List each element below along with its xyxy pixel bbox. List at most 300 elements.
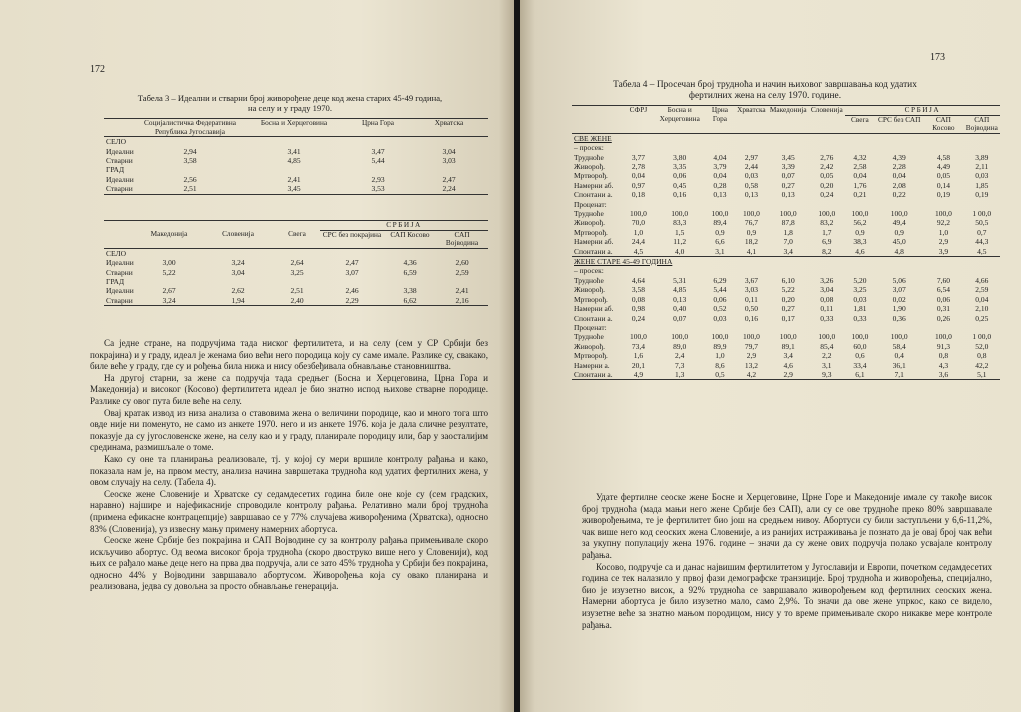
- table-cell: 3,79: [713, 162, 727, 171]
- row-label: Мртворођ.: [574, 351, 608, 361]
- col-header: СРС без покрајина: [322, 229, 382, 239]
- table-cell: 100,0: [779, 332, 797, 342]
- table-row: [572, 276, 1000, 285]
- table-cell: 2,41: [455, 286, 469, 296]
- table-cell: 83,3: [673, 218, 687, 228]
- table-cell: 2,93: [371, 174, 385, 184]
- table-cell: 2,59: [455, 267, 469, 277]
- table-cell: 1,5: [675, 227, 685, 237]
- table-cell: 5,06: [892, 275, 906, 285]
- table-cell: 0,04: [892, 171, 906, 181]
- table-cell: 0,04: [631, 171, 645, 181]
- paragraph: Овај кратак извод из низа анализа о ставовима жена о величини породице, као и много тога што овде није ни поменуто, не само из анкете 1970. него и из анкете 1976. која је дала сличне резултате, показује да су југословенске жене, на селу као и у граду, планирале породицу или, бар у заосталијим срединама, размишљале о томе.: [90, 407, 488, 453]
- table-cell: 2,51: [183, 184, 197, 194]
- left-body-text: [90, 338, 488, 593]
- table3-caption-line: Табела 3 – Идеални и стварни број живорођене деце код жена старих 45-49 година,: [137, 93, 443, 103]
- table-cell: 1,0: [715, 351, 725, 361]
- table-cell: 1 00,0: [972, 209, 992, 219]
- table-cell: 13,2: [744, 360, 758, 370]
- row-label: Идеални: [106, 174, 134, 184]
- table-cell: 2,51: [290, 286, 304, 296]
- table-cell: 5,22: [781, 285, 795, 295]
- table-row: [572, 171, 1000, 180]
- table-cell: 3,04: [820, 285, 834, 295]
- table-cell: 3,67: [744, 275, 758, 285]
- table-cell: [436, 277, 488, 286]
- table-cell: 9,3: [822, 369, 832, 379]
- table-cell: [136, 277, 202, 286]
- table-cell: 0,97: [631, 180, 645, 190]
- table3-caption: [90, 93, 490, 113]
- table-row: [572, 370, 1000, 380]
- table-cell: 0,5: [715, 369, 725, 379]
- table-cell: 2,11: [975, 162, 989, 171]
- table-row: [572, 190, 1000, 199]
- table-body: [104, 248, 488, 305]
- row-label: Живорођ.: [574, 162, 605, 171]
- row-label: Мртворођ.: [574, 227, 608, 237]
- table-cell: 3,24: [231, 258, 245, 268]
- table-cell: 0,06: [673, 171, 687, 181]
- section-title-text: ЖЕНЕ СТАРЕ 45-49 ГОДИНА: [574, 257, 673, 267]
- table-row: [104, 165, 488, 174]
- table-cell: 2,76: [820, 152, 834, 162]
- table-row: [104, 296, 488, 306]
- table-cell: 0,9: [715, 227, 725, 237]
- table-cell: 49,4: [892, 218, 906, 228]
- table-cell: 3,04: [442, 146, 456, 156]
- table-cell: [274, 277, 320, 286]
- table-cell: 0,04: [975, 294, 989, 304]
- table-cell: 0,07: [673, 313, 687, 323]
- table-cell: 2,41: [287, 174, 301, 184]
- right-body-text: [582, 492, 992, 631]
- table-cell: 0,6: [855, 351, 865, 361]
- table-cell: 2,64: [290, 258, 304, 268]
- table-cell: 100,0: [629, 332, 647, 342]
- table-cell: 0,52: [713, 304, 727, 314]
- table-cell: 0,7: [977, 227, 987, 237]
- table-cell: 8,2: [822, 246, 832, 256]
- table-cell: 100,0: [711, 209, 729, 219]
- row-label: Намерни аб.: [574, 237, 614, 247]
- table-cell: 6,10: [781, 275, 795, 285]
- table-cell: 3,24: [162, 295, 176, 305]
- col-header: САП Косово: [932, 114, 955, 133]
- table4-caption-line: Табела 4 – Просечан број трудноћа и начин њиховог завршавања код удатих: [613, 80, 917, 90]
- srbija-group-header: СРБИЈА: [845, 106, 1000, 116]
- table-row: [572, 295, 1000, 304]
- row-label: Живорођ.: [574, 285, 605, 295]
- table-cell: 2,10: [975, 304, 989, 314]
- table-cell: 58,4: [892, 341, 906, 351]
- table-cell: 89,9: [713, 341, 727, 351]
- row-label: Стварни: [106, 156, 133, 165]
- table-cell: 2,29: [345, 295, 359, 305]
- group-row: [572, 200, 1000, 209]
- table-cell: 4,64: [631, 275, 645, 285]
- table-cell: 7,60: [936, 275, 950, 285]
- table-cell: 1,85: [975, 180, 989, 190]
- table-cell: 0,16: [673, 190, 687, 200]
- table-cell: 2,60: [455, 258, 469, 268]
- table-cell: 4,6: [783, 360, 793, 370]
- row-label: Трудноће: [574, 152, 604, 162]
- table-cell: 0,03: [713, 313, 727, 323]
- row-label: Мртворођ.: [574, 294, 608, 304]
- table-cell: 20,1: [631, 360, 645, 370]
- row-label: Спонтани а.: [574, 313, 613, 323]
- row-label: СЕЛО: [106, 137, 126, 147]
- table-cell: 56,2: [853, 218, 867, 228]
- table-cell: 0,20: [820, 180, 834, 190]
- table-cell: 0,33: [853, 313, 867, 323]
- group-row: [572, 266, 1000, 275]
- table-row: [104, 248, 488, 258]
- table-cell: 2,94: [183, 146, 197, 156]
- table-cell: 2,47: [345, 258, 359, 268]
- col-header: Социјалистичка Федеративна Република Југославија: [144, 118, 236, 136]
- table-cell: 3,1: [715, 246, 725, 256]
- table-cell: 3,4: [783, 351, 793, 361]
- table-cell: 2,47: [442, 174, 456, 184]
- table-cell: 0,04: [853, 171, 867, 181]
- paragraph: Удате фертилне сеоске жене Босне и Херцеговине, Црне Горе и Македоније имале су такође висок број трудноћа (мада мањи него жене Србије без САП), али су се ове трудноће преко 80% завршавале живорођењима, те је фертилитет био још на средњем нивоу. Абортуси су били заступљени у 6,6-11,2%, чак више него код сеоских жена Словеније, а из ранијих истраживања је познато да је овај број чак већи за укупну популацију жена 1976. године – значи да су жене ових подручја полако усвајале контролу рађања.: [582, 492, 992, 560]
- table-cell: 85,4: [820, 341, 834, 351]
- table-cell: 4,8: [894, 246, 904, 256]
- table-cell: [138, 137, 242, 147]
- table-cell: 3,1: [822, 360, 832, 370]
- table-row: [572, 361, 1000, 370]
- table-cell: 91,3: [936, 341, 950, 351]
- col-header: Босна и Херцеговина: [260, 118, 328, 127]
- table-row: [572, 285, 1000, 294]
- row-label: Намерни а.: [574, 360, 610, 370]
- table-cell: 4,39: [892, 152, 906, 162]
- table-cell: 8,6: [715, 360, 725, 370]
- table-cell: 0,14: [936, 180, 950, 190]
- table-cell: 0,02: [892, 294, 906, 304]
- table-cell: 2,9: [746, 351, 757, 361]
- table-cell: [346, 165, 410, 174]
- table-cell: 2,16: [455, 295, 469, 305]
- table-cell: 3,45: [287, 184, 301, 194]
- table-cell: 2,46: [345, 286, 359, 296]
- table-cell: 52,0: [975, 341, 989, 351]
- table3-part1: [104, 118, 488, 195]
- table-cell: 6,1: [855, 369, 865, 379]
- table-cell: 0,8: [977, 351, 987, 361]
- row-label: Стварни: [106, 295, 133, 305]
- table-cell: 3,35: [673, 162, 687, 171]
- col-header: Словенија: [810, 105, 843, 114]
- col-header: Словенија: [222, 229, 254, 239]
- page-number-right: 173: [930, 52, 945, 63]
- table-cell: 70,0: [631, 218, 645, 228]
- table-cell: 100,0: [742, 209, 760, 219]
- table-cell: 5,22: [162, 267, 176, 277]
- col-header: Македонија: [769, 105, 807, 114]
- table-cell: 92,2: [936, 218, 950, 228]
- table-row: [572, 342, 1000, 351]
- table-cell: 100,0: [818, 332, 836, 342]
- table-cell: 3,39: [781, 162, 795, 171]
- table-cell: 4,32: [853, 152, 867, 162]
- row-label: Трудноће: [574, 275, 604, 285]
- table-cell: 5,20: [853, 275, 867, 285]
- table-row: [572, 304, 1000, 313]
- col-header: Хрватска: [737, 105, 766, 114]
- table-row: [104, 156, 488, 165]
- table-row: [572, 228, 1000, 237]
- table-cell: 11,2: [673, 237, 687, 247]
- table-cell: 2,42: [820, 162, 834, 171]
- table-cell: 3,89: [975, 152, 989, 162]
- table-cell: 0,33: [820, 313, 834, 323]
- table-cell: 0,25: [975, 313, 989, 323]
- table-row: [104, 277, 488, 286]
- table-cell: 0,08: [631, 294, 645, 304]
- table-cell: 0,13: [781, 190, 795, 200]
- col-header: Црна Гора: [711, 105, 728, 123]
- table-cell: 0,31: [936, 304, 950, 314]
- right-page: [520, 0, 1021, 712]
- table-cell: 6,54: [936, 285, 950, 295]
- table-row: [572, 332, 1000, 341]
- table-cell: 4,04: [713, 152, 727, 162]
- col-header: Свега: [851, 114, 869, 124]
- table-cell: [410, 165, 488, 174]
- table-cell: 0,13: [713, 190, 727, 200]
- table-cell: 0,13: [744, 190, 758, 200]
- table-cell: 60,0: [853, 341, 867, 351]
- table-cell: 0,4: [894, 351, 904, 361]
- table-cell: 0,20: [781, 294, 795, 304]
- table-cell: 1,90: [892, 304, 906, 314]
- row-label: Намерни аб.: [574, 304, 614, 314]
- table-cell: 6,29: [713, 275, 727, 285]
- table-cell: 0,03: [744, 171, 758, 181]
- table-cell: 100,0: [779, 209, 797, 219]
- table-cell: 1,76: [853, 180, 867, 190]
- page-number-left: 172: [90, 64, 105, 75]
- table-row: [104, 184, 488, 194]
- table-cell: 1,6: [633, 351, 644, 361]
- row-label: ГРАД: [106, 277, 125, 286]
- table-cell: 0,24: [820, 190, 834, 200]
- table-cell: 1,94: [231, 295, 245, 305]
- table-cell: 100,0: [935, 209, 952, 219]
- table-cell: 2,24: [442, 184, 456, 194]
- table-cell: 2,9: [938, 237, 949, 247]
- table-cell: 0,40: [673, 304, 687, 314]
- table-cell: 33,4: [853, 360, 867, 370]
- table-cell: 4,85: [673, 285, 687, 295]
- table-cell: [384, 248, 436, 258]
- table-cell: 6,9: [822, 237, 832, 247]
- col-header: Свега: [288, 229, 306, 239]
- table-cell: 0,19: [975, 190, 989, 200]
- table-cell: 5,1: [977, 369, 987, 379]
- table-cell: 0,04: [713, 171, 727, 181]
- paragraph: На другој старни, за жене са подручја тада средњег (Босна и Херцеговина, Црна Гора и Македонија) и високог (Косово) фертилитета идеал је био знатно испод њихове стварне породице. Разлике су овог пута биле веће на селу.: [90, 372, 488, 406]
- row-label: Стварни: [106, 267, 133, 277]
- table-cell: 89,1: [781, 341, 795, 351]
- table-cell: 2,67: [162, 286, 176, 296]
- table-cell: 4,5: [633, 246, 644, 256]
- table-cell: 3,80: [673, 152, 687, 162]
- row-label: Спонтани а.: [574, 246, 613, 256]
- table-cell: 3,03: [442, 156, 456, 165]
- table-row: [572, 314, 1000, 323]
- table-cell: 3,77: [631, 152, 645, 162]
- table-row: [104, 147, 488, 156]
- table-row: [104, 258, 488, 267]
- table-cell: 100,0: [851, 332, 869, 342]
- table-cell: 79,7: [744, 341, 758, 351]
- paragraph: Косово, подручје са и данас највишим фертилитетом у Југославији и Европи, почетком седамдесетих година се тек налазило у првој фази демографске транзиције. Број трудноћа и живорођења, специјално, био је изузетно висок, а 92% трудноћа се завршавало живорођењем код фертилних сеоских жена. Намерни абортуса је било изузетно мало, само 2,9%. То значи да ове жене упркос, како се видело, изузетне веће за знатно мањом породицом, нису у то време примењивале скоро никакве мере контроле рађања.: [582, 561, 992, 630]
- table-cell: 3,53: [371, 184, 385, 194]
- table-cell: 5,31: [673, 275, 687, 285]
- table-cell: 0,03: [975, 171, 989, 181]
- row-label: Спонтани а.: [574, 190, 613, 200]
- table-cell: 1,8: [783, 227, 793, 237]
- row-label: ГРАД: [106, 165, 125, 175]
- row-label: Трудноће: [574, 332, 604, 342]
- table-cell: 0,58: [744, 180, 758, 190]
- table-cell: 83,2: [820, 218, 834, 228]
- row-label: Намерни аб.: [574, 180, 614, 190]
- table-cell: 36,1: [892, 360, 906, 370]
- table-cell: 2,62: [231, 286, 245, 296]
- col-header: Босна и Херцеговина: [659, 105, 700, 123]
- table-cell: 2,78: [631, 162, 645, 171]
- paragraph: Сеоске жене Словеније и Хрватске су седамдесетих година биле оне које су (сем градских, наравно) најшире и најефикасније спроводиле контролу рађања. Релативно мали број трудноћа (примена ефикасне контрацепције) завршавао се у 77% случајева живорођенима (Хрватска), односно 83% (Словенија), уз извесну мању примену намерних абортуса.: [90, 488, 488, 534]
- table-cell: 0,11: [744, 294, 758, 304]
- table-cell: 3,00: [162, 258, 176, 268]
- table-cell: 0,17: [781, 313, 795, 323]
- table-cell: 2,40: [290, 295, 304, 305]
- table-cell: 7,1: [894, 369, 904, 379]
- table-cell: 100,0: [890, 332, 908, 342]
- table-cell: 2,56: [183, 174, 197, 184]
- table4-caption: [580, 80, 950, 102]
- table-cell: 2,9: [783, 369, 793, 379]
- table-body: [572, 133, 1000, 380]
- table-cell: [346, 137, 410, 147]
- table-cell: 7,0: [783, 237, 793, 247]
- group-row: [572, 143, 1000, 152]
- table-cell: 7,3: [675, 360, 685, 370]
- table-row: [104, 137, 488, 147]
- table-cell: [202, 248, 274, 258]
- table-cell: 100,0: [935, 332, 952, 342]
- table-cell: 4,0: [675, 246, 685, 256]
- table-cell: [274, 248, 320, 258]
- table-cell: 3,04: [231, 267, 245, 277]
- table-cell: 100,0: [742, 332, 760, 342]
- table-cell: 0,24: [631, 313, 645, 323]
- group-label: – просек:: [574, 266, 604, 276]
- table-cell: 2,2: [822, 351, 832, 361]
- table-cell: 5,44: [371, 156, 385, 165]
- table-cell: 89,0: [673, 341, 687, 351]
- table-row: [572, 153, 1000, 162]
- table-cell: [136, 248, 202, 258]
- table-cell: 38,3: [853, 237, 867, 247]
- table-cell: 0,06: [936, 294, 950, 304]
- table-cell: [436, 248, 488, 258]
- table-cell: 0,9: [894, 227, 904, 237]
- table-cell: 0,18: [631, 190, 645, 200]
- table-cell: 3,6: [938, 369, 949, 379]
- table-row: [572, 237, 1000, 246]
- group-label: – просек:: [574, 143, 604, 153]
- table-cell: 42,2: [975, 360, 989, 370]
- table-cell: 6,59: [403, 267, 417, 277]
- row-label: Идеални: [106, 146, 134, 156]
- table-cell: 1,3: [675, 369, 685, 379]
- table-cell: [410, 137, 488, 147]
- row-label: СЕЛО: [106, 248, 126, 258]
- table-cell: 0,06: [713, 294, 727, 304]
- table-row: [104, 268, 488, 277]
- table-cell: 0,13: [673, 294, 687, 304]
- table-cell: 3,58: [631, 285, 645, 295]
- table-cell: 100,0: [851, 209, 869, 219]
- table-cell: [384, 277, 436, 286]
- table-cell: [242, 137, 346, 147]
- table-cell: 4,58: [936, 152, 950, 162]
- table-row: [572, 181, 1000, 190]
- table-cell: 3,45: [781, 152, 795, 162]
- paragraph: Са једне стране, на подручјима тада ниског фертилитета, и на селу (сем у СР Србији без покрајина) и у граду, идеал је женама био већи него породица коју су саме имале. Разлике су, свакако, биле веће у граду, где су и рођења била нижа и нису обезбеђивала обнављање становништва.: [90, 338, 488, 372]
- row-label: Трудноће: [574, 209, 604, 219]
- table-cell: 0,07: [781, 171, 795, 181]
- table-cell: 4,5: [977, 246, 987, 256]
- table-cell: 5,44: [713, 285, 727, 295]
- table-cell: 3,07: [345, 267, 359, 277]
- table-cell: 4,66: [975, 275, 989, 285]
- table-cell: 100,0: [711, 332, 729, 342]
- table-cell: 100,0: [890, 209, 908, 219]
- table-cell: 0,27: [781, 180, 795, 190]
- col-header: САП Војводина: [965, 114, 998, 133]
- table-cell: 0,08: [820, 294, 834, 304]
- table-cell: 3,26: [820, 275, 834, 285]
- table-row: [572, 351, 1000, 360]
- row-label: Живорођ.: [574, 341, 605, 351]
- table-cell: 0,36: [892, 313, 906, 323]
- table-cell: 3,25: [290, 267, 304, 277]
- section-row: [572, 257, 1000, 267]
- table-cell: 0,19: [936, 190, 950, 200]
- section-title: [572, 257, 1000, 267]
- table-cell: 3,58: [183, 156, 197, 165]
- paragraph: Сеоске жене Србије без покрајина и САП Војводине су за контролу рађања примењивале скоро искључиво абортус. Од веома високог броја трудноћа (скоро двоструко више него у Словенији), код њих се рађало мање деце него на прва два подручја, али се зато 45% трудноћа у Србији без покрајина, односно 44% у Војводини завршавало абортусом. Живорођења која су овако планирана и реализована, једва су довољна за просто обнављање генерација.: [90, 535, 488, 592]
- table-cell: 6,6: [715, 237, 725, 247]
- table-cell: 44,3: [975, 237, 989, 247]
- group-label: Проценат:: [574, 322, 607, 332]
- section-row: [572, 133, 1000, 143]
- table-cell: 89,4: [713, 218, 727, 228]
- table-cell: 2,08: [892, 180, 906, 190]
- col-header: СРС без САП: [877, 114, 921, 124]
- table-cell: 0,26: [936, 313, 950, 323]
- table-cell: 18,2: [744, 237, 758, 247]
- table-cell: 0,03: [853, 294, 867, 304]
- table-cell: 87,8: [781, 218, 795, 228]
